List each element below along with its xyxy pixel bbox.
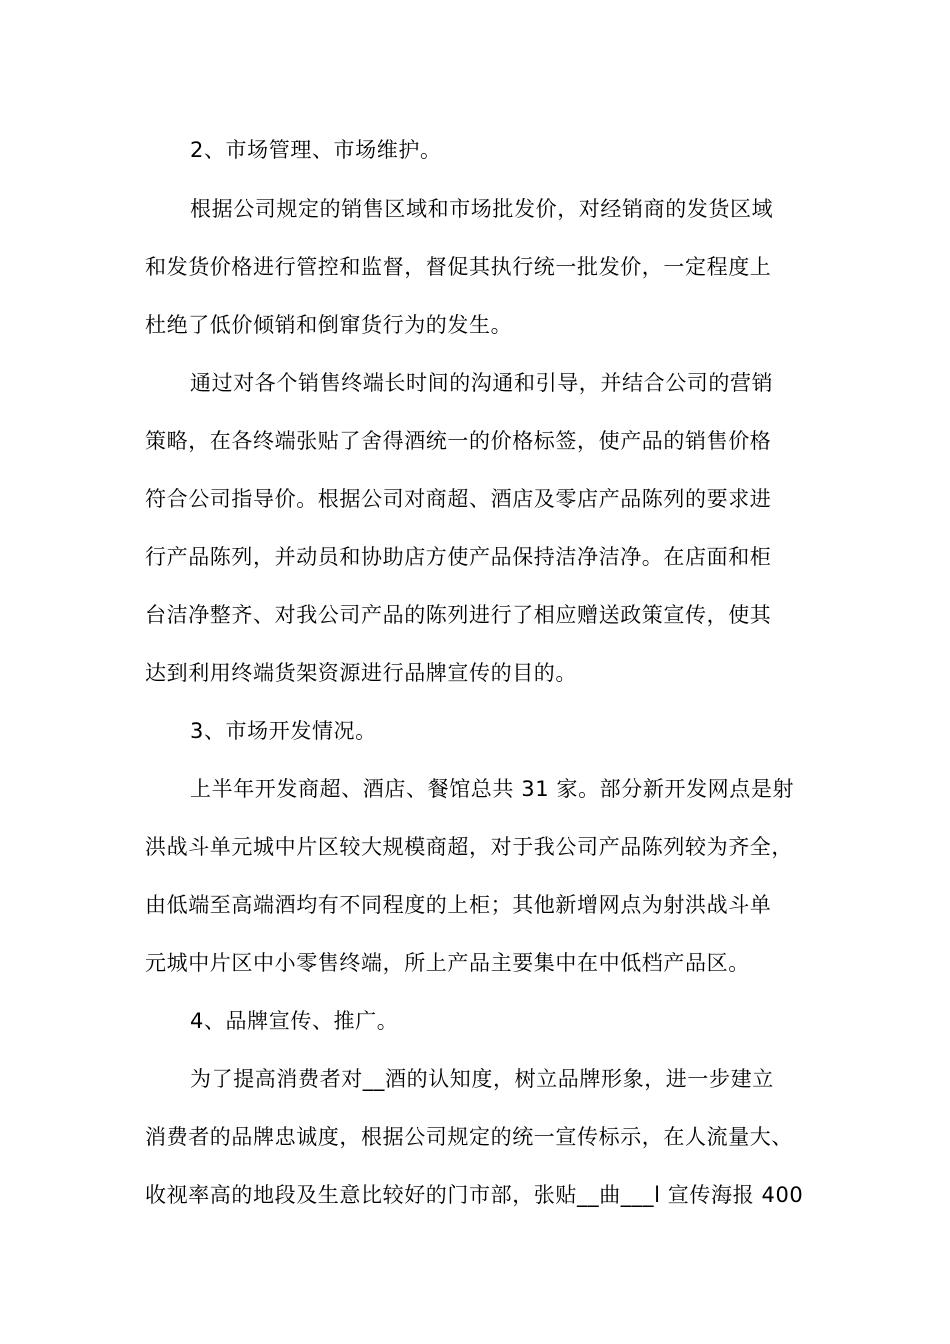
paragraph-line: 洪战斗单元城中片区较大规模商超，对于我公司产品陈列较为齐全， xyxy=(145,835,793,859)
paragraph-line: 符合公司指导价。根据公司对商超、酒店及零店产品陈列的要求进 xyxy=(145,487,772,511)
paragraph-line: 通过对各个销售终端长时间的沟通和引导，并结合公司的营销 xyxy=(190,371,774,395)
paragraph-line: 由低端至高端酒均有不同程度的上柜；其他新增网点为射洪战斗单 xyxy=(145,893,772,917)
paragraph-line: 杜绝了低价倾销和倒窜货行为的发生。 xyxy=(145,313,513,337)
paragraph-line: 和发货价格进行管控和监督，督促其执行统一批发价，一定程度上 xyxy=(145,255,772,279)
paragraph-line: 消费者的品牌忠诚度，根据公司规定的统一宣传标示，在人流量大、 xyxy=(145,1125,793,1149)
paragraph-line: 策略，在各终端张贴了舍得酒统一的价格标签，使产品的销售价格 xyxy=(145,429,772,453)
paragraph-line: 台洁净整齐、对我公司产品的陈列进行了相应赠送政策宣传，使其 xyxy=(145,603,772,627)
section-heading-market-management: 2、市场管理、市场维护。 xyxy=(190,138,442,162)
section-heading-market-development: 3、市场开发情况。 xyxy=(190,719,377,743)
paragraph-line: 元城中片区中小零售终端，所上产品主要集中在中低档产品区。 xyxy=(145,951,750,975)
paragraph-line: 上半年开发商超、酒店、餐馆总共 31 家。部分新开发网点是射 xyxy=(190,777,795,801)
paragraph-line: 根据公司规定的销售区域和市场批发价，对经销商的发货区域 xyxy=(190,197,774,221)
paragraph-line: 行产品陈列，并动员和协助店方使产品保持洁净洁净。在店面和柜 xyxy=(145,545,772,569)
paragraph-line: 收视率高的地段及生意比较好的门市部，张贴__曲___l 宣传海报 400 xyxy=(145,1183,804,1207)
paragraph-line: 达到利用终端货架资源进行品牌宣传的目的。 xyxy=(145,661,577,685)
paragraph-line: 为了提高消费者对__酒的认知度，树立品牌形象，进一步建立 xyxy=(190,1067,774,1091)
section-heading-brand-promotion: 4、品牌宣传、推广。 xyxy=(190,1009,399,1033)
